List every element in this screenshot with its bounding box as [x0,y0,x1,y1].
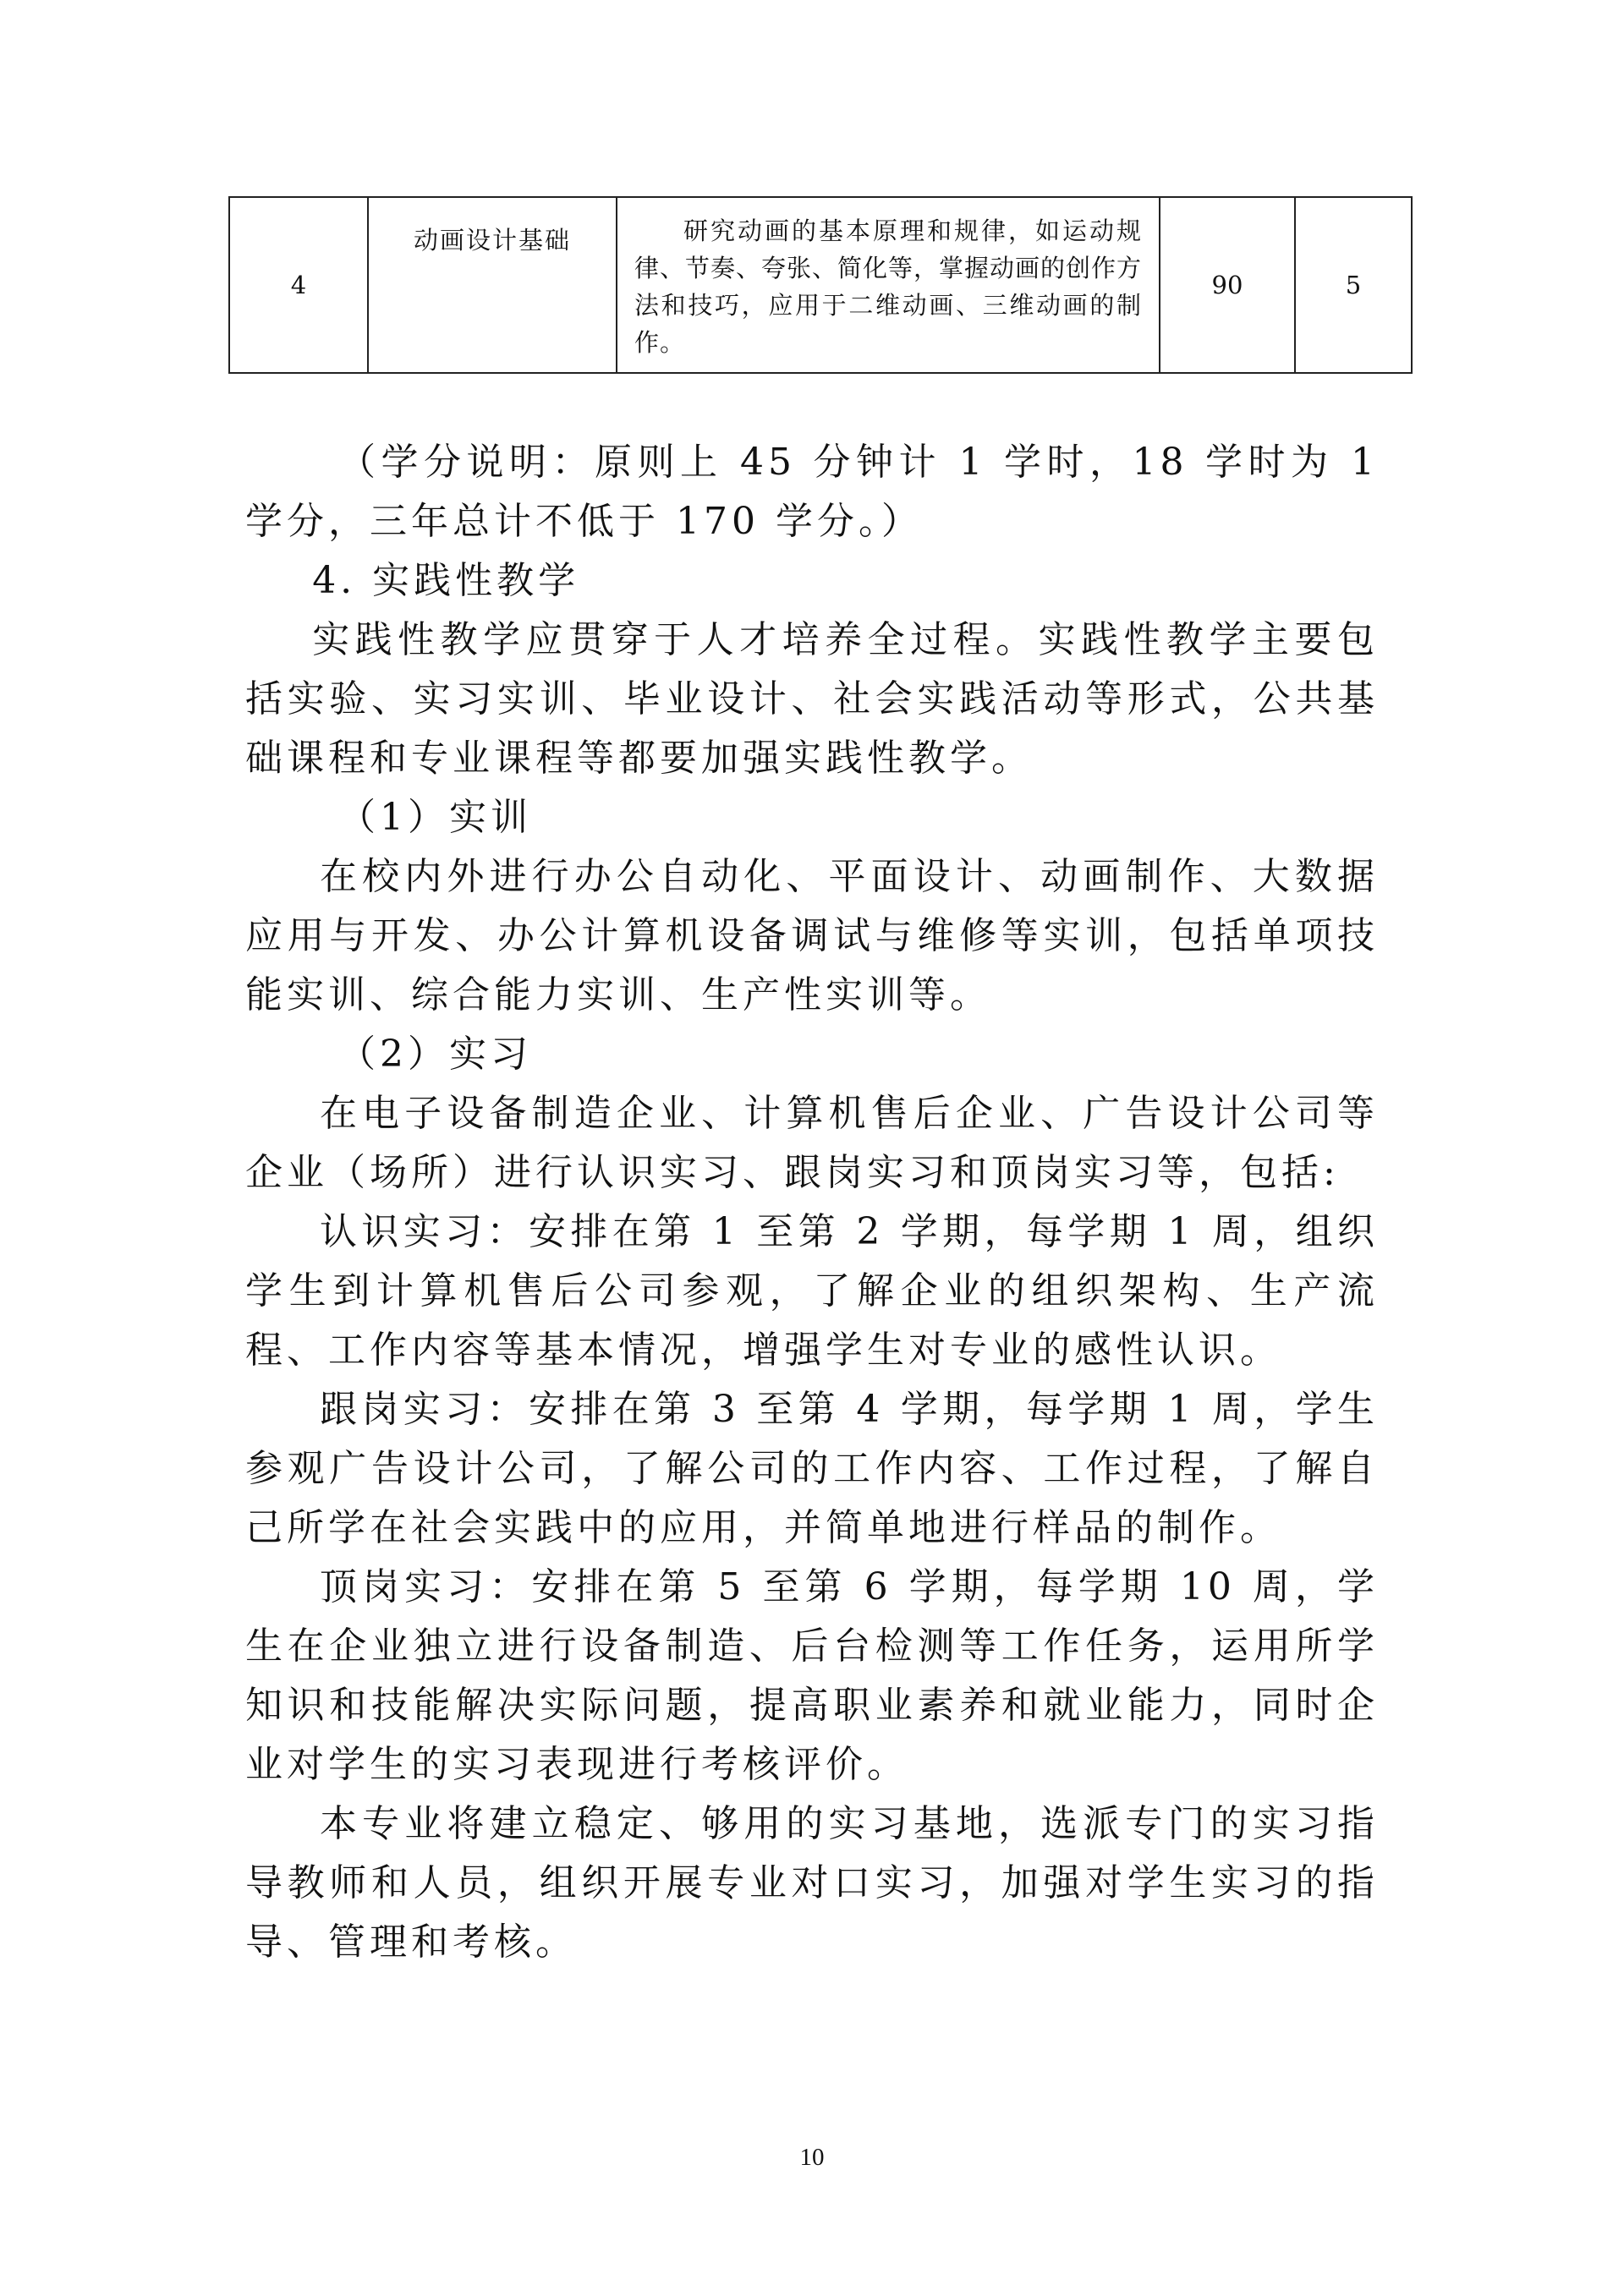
table-row [229,197,1412,373]
subheading-training: （1）实训 [338,796,532,839]
course-name-cell [368,197,617,373]
subheading-internship: （2）实习 [338,1033,532,1076]
section-heading: 4. 实践性教学 [312,559,580,602]
intro-paragraph: 实践性教学应贯穿于人才培养全过程。实践性教学主要包括实验、实习实训、毕业设计、社会实践活动等形式，公共基础课程和专业课程等都要加强实践性教学。 [245,618,1379,780]
course-table [228,196,1413,374]
internship-follow: 跟岗实习：安排在第 3 至第 4 学期，每学期 1 周，学生参观广告设计公司，了解公司的工作内容、工作过程，了解自己所学在社会实践中的应用，并简单地进行样品的制作。 [245,1388,1379,1549]
internship-post: 顶岗实习：安排在第 5 至第 6 学期，每学期 10 周，学生在企业独立进行设备制造、后台检测等工作任务，运用所学知识和技能解决实际问题，提高职业素养和就业能力，同时企业对学生的实习表现进行考核评价。 [245,1565,1379,1786]
course-hours-cell: 90 [1160,197,1295,373]
course-description: 研究动画的基本原理和规律，如运动规律、节奏、夸张、简化等，掌握动画的创作方法和技巧，应用于二维动画、三维动画的制作。 [634,216,1143,357]
credit-note: （学分说明：原则上 45 分钟计 1 学时，18 学时为 1 学分，三年总计不低于 170 学分。） [245,441,1379,543]
internship-recognition: 认识实习：安排在第 1 至第 2 学期，每学期 1 周，组织学生到计算机售后公司参观，了解企业的组织架构、生产流程、工作内容等基本情况，增强学生对专业的感性认识。 [245,1210,1379,1372]
course-description-cell [617,197,1160,373]
page-number: 10 [799,2144,825,2171]
internship-paragraph: 在电子设备制造企业、计算机售后企业、广告设计公司等企业（场所）进行认识实习、跟岗实习和顶岗实习等，包括: [245,1092,1379,1194]
course-number-cell: 4 [229,197,368,373]
training-paragraph: 在校内外进行办公自动化、平面设计、动画制作、大数据应用与开发、办公计算机设备调试与维修等实训，包括单项技能实训、综合能力实训、生产性实训等。 [245,855,1379,1016]
closing-paragraph: 本专业将建立稳定、够用的实习基地，选派专门的实习指导教师和人员，组织开展专业对口实习，加强对学生实习的指导、管理和考核。 [245,1802,1379,1964]
course-credits-cell: 5 [1295,197,1412,373]
course-name: 动画设计基础 [413,226,571,255]
body-text [245,433,1379,1972]
